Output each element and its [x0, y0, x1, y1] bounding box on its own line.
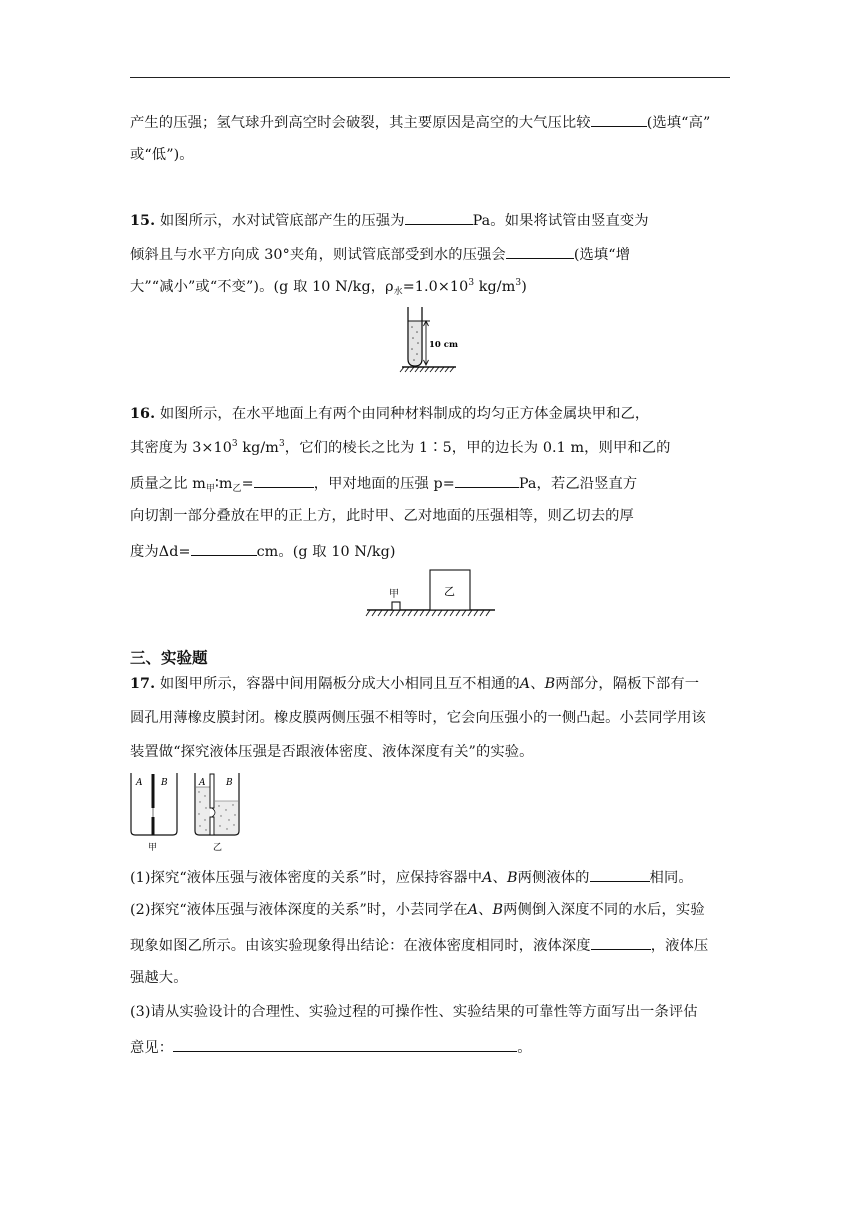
q16-line5: 度为Δd= cm。(g 取 10 N/kg): [130, 540, 734, 562]
q17-sub2-line3: 强越大。: [130, 970, 188, 986]
answer-blank[interactable]: [173, 1036, 517, 1052]
label-b: B: [161, 778, 168, 788]
cube-jia: [392, 602, 400, 610]
q15-line2: 倾斜且与水平方向成 30°夹角，则试管底部受到水的压强会 (选填“增: [130, 243, 734, 265]
q17-line3: 装置做“探究液体压强是否跟液体密度、液体深度有关”的实验。: [130, 744, 534, 760]
q15-line3: 大”“减小”或“不变”)。(g 取 10 N/kg，$\rho_水=1.0\times 10^3$ $kg/m^3$): [130, 278, 527, 297]
test-tube-figure: [398, 305, 458, 373]
q15-line1: 15. 如图所示，水对试管底部产生的压强为 Pa。如果将试管由竖直变为: [130, 209, 734, 231]
q16-line3: 质量之比 $m_甲∶m_乙=$ ，甲对地面的压强 p= Pa，若乙沿竖直方: [130, 472, 734, 494]
label-a: A: [199, 778, 206, 788]
q17-sub3-line2: 意见： 。: [130, 1036, 734, 1058]
cube-jia-label: 甲: [389, 589, 399, 600]
container-figures: [128, 771, 244, 853]
answer-blank[interactable]: [590, 866, 650, 882]
section-title: 三、实验题: [130, 649, 208, 667]
q17-line1: 17. 如图甲所示，容器中间用隔板分成大小相同且互不相通的A、B两部分，隔板下部有一: [130, 676, 700, 692]
fig-yi-label: 乙: [213, 843, 223, 853]
q17-sub2-line1: (2)探究“液体压强与液体深度的关系”时，小芸同学在A、B两侧倒入深度不同的水后，实验: [130, 902, 705, 918]
q17-sub2-line2: 现象如图乙所示。由该实验现象得出结论：在液体密度相同时，液体深度 ，液体压: [130, 934, 734, 956]
tube-height-label: 10 cm: [429, 340, 458, 350]
answer-blank[interactable]: [455, 472, 519, 488]
q17-line2: 圆孔用薄橡皮膜封闭。橡皮膜两侧压强不相等时，它会向压强小的一侧凸起。小芸同学用该: [130, 710, 706, 726]
answer-blank[interactable]: [506, 243, 574, 259]
label-b: B: [226, 778, 233, 788]
answer-blank[interactable]: [254, 472, 314, 488]
answer-blank[interactable]: [191, 540, 257, 556]
q16-line2: 其密度为 $3\times 10^3$ $kg/m^3$，它们的棱长之比为 1∶5，甲的边长为 0.1 m，则甲和乙的: [130, 439, 671, 456]
q17-sub3-line1: (3)请从实验设计的合理性、实验过程的可操作性、实验结果的可靠性等方面写出一条评估: [130, 1004, 698, 1020]
fig-jia-label: 甲: [148, 843, 158, 853]
q16-line1: 16. 如图所示，在水平地面上有两个由同种材料制成的均匀正方体金属块甲和乙，: [130, 406, 650, 422]
q14-line1: 产生的压强；氢气球升到高空时会破裂，其主要原因是高空的大气压比较 (选填“高”: [130, 111, 734, 133]
answer-blank[interactable]: [591, 934, 651, 950]
q14-line2: 或“低”)。: [130, 147, 194, 163]
header-rule: [130, 77, 730, 78]
q16-line4: 向切割一部分叠放在甲的正上方，此时甲、乙对地面的压强相等，则乙切去的厚: [130, 508, 634, 524]
cubes-figure: [365, 566, 497, 618]
answer-blank[interactable]: [591, 111, 647, 127]
answer-blank[interactable]: [405, 209, 473, 225]
label-a: A: [136, 778, 143, 788]
q17-sub1: (1)探究“液体压强与液体密度的关系”时，应保持容器中A、B两侧液体的 相同。: [130, 866, 734, 888]
cube-yi-label: 乙: [444, 585, 455, 598]
